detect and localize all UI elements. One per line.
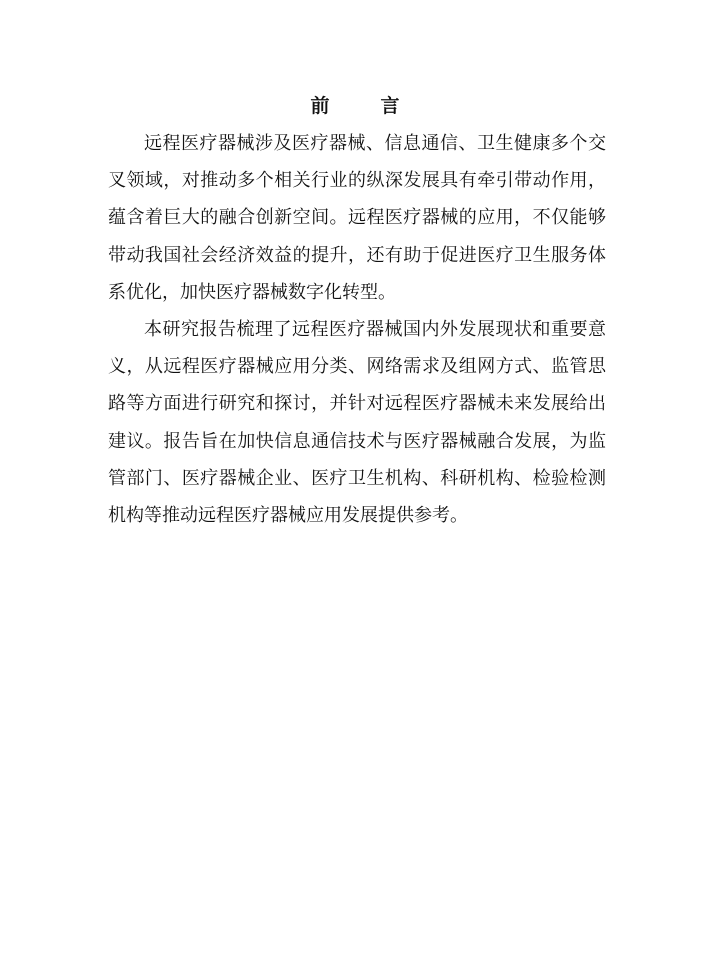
- paragraph-1: 远程医疗器械涉及医疗器械、信息通信、卫生健康多个交叉领域，对推动多个相关行业的纵深发展具有牵引带动作用，蕴含着巨大的融合创新空间。远程医疗器械的应用，不仅能够带动我国社会经济效益的提升，还有助于促进医疗卫生服务体系优化，加快医疗器械数字化转型。: [108, 133, 606, 303]
- body-text: [108, 125, 606, 534]
- paragraph-2: 本研究报告梳理了远程医疗器械国内外发展现状和重要意义，从远程医疗器械应用分类、网络需求及组网方式、监管思路等方面进行研究和探讨，并针对远程医疗器械未来发展给出建议。报告旨在加快信息通信技术与医疗器械融合发展，为监管部门、医疗器械企业、医疗卫生机构、科研机构、检验检测机构等推动远程医疗器械应用发展提供参考。: [108, 319, 606, 527]
- page-title: 前 言: [310, 95, 416, 117]
